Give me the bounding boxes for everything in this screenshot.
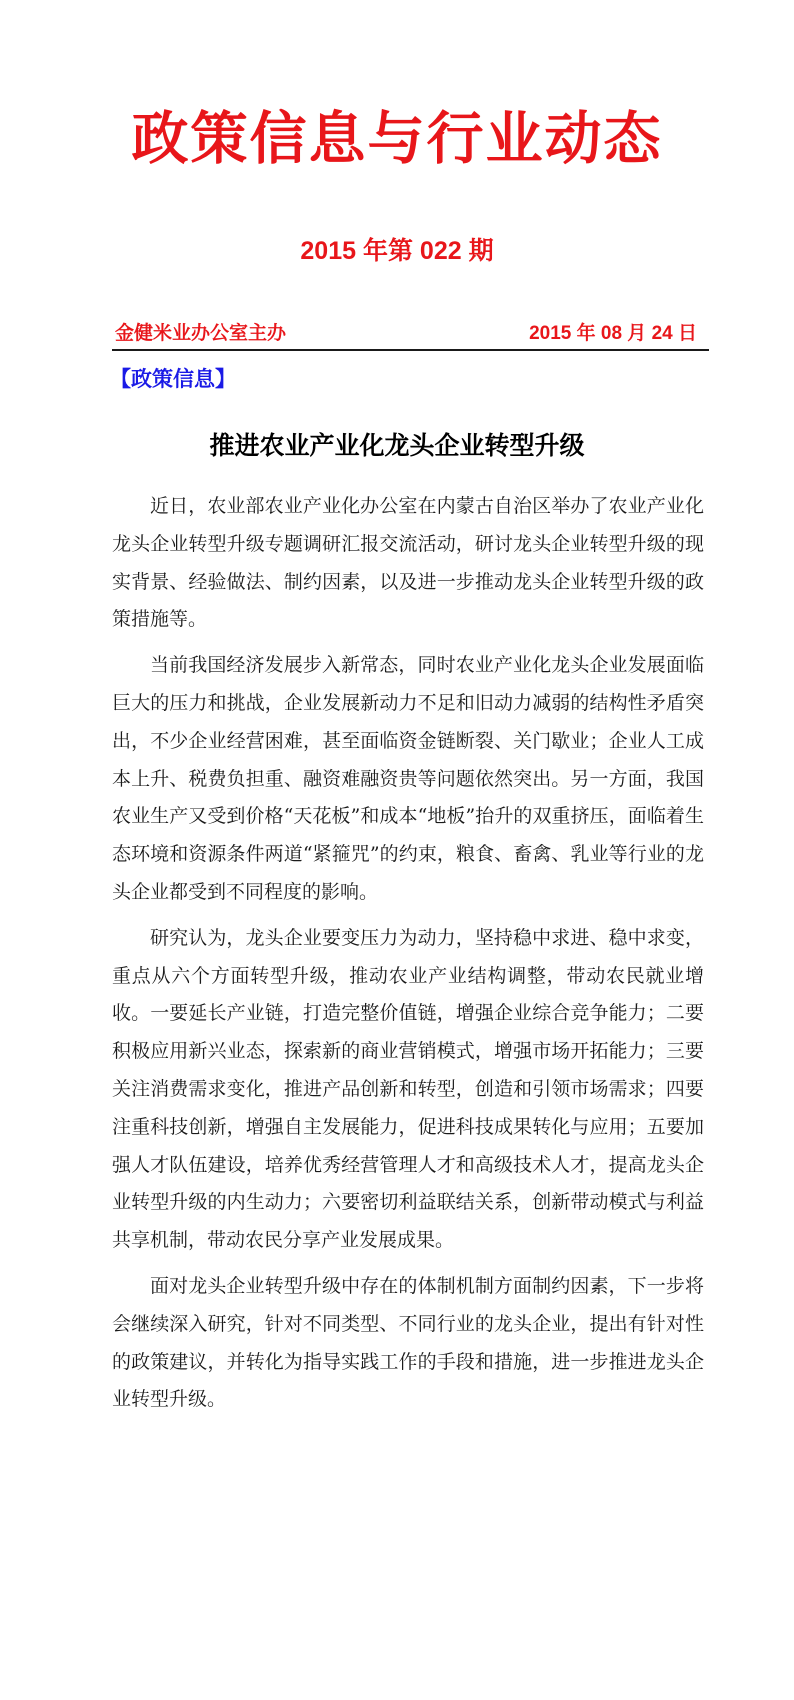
paragraph: 当前我国经济发展步入新常态，同时农业产业化龙头企业发展面临巨大的压力和挑战，企业发展新动力不足和旧动力减弱的结构性矛盾突出，不少企业经营困难，甚至面临资金链断裂、关门歇业；企业人工成本上升、税费负担重、融资难融资贵等问题依然突出。另一方面，我国农业生产又受到价格“天花板”和成本“地板”抬升的双重挤压，面临着生态环境和资源条件两道“紧箍咒”的约束，粮食、畜禽、乳业等行业的龙头企业都受到不同程度的影响。 [112,654,704,903]
meta-row [115,318,707,346]
section-tag: 【政策信息】 [110,368,236,391]
paragraph: 研究认为，龙头企业要变压力为动力，坚持稳中求进、稳中求变，重点从六个方面转型升级，推动农业产业结构调整，带动农民就业增收。一要延长产业链，打造完整价值链，增强企业综合竞争能力；二要积极应用新兴业态，探索新的商业营销模式，增强市场开拓能力；三要关注消费需求变化，推进产品创新和转型，创造和引领市场需求；四要注重科技创新，增强自主发展能力，促进科技成果转化与应用；五要加强人才队伍建设，培养优秀经营管理人才和高级技术人才，提高龙头企业转型升级的内生动力；六要密切利益联结关系，创新带动模式与利益共享机制，带动农民分享产业发展成果。 [112,926,704,1252]
article-title: 推进农业产业化龙头企业转型升级 [209,431,585,460]
masthead-title: 政策信息与行业动态 [131,106,663,172]
header-divider [112,349,709,351]
publication-date: 2015 年 08 月 24 日 [529,323,697,344]
article-body [112,488,704,1427]
organizer-label: 金健米业办公室主办 [115,323,287,344]
paragraph: 面对龙头企业转型升级中存在的体制机制方面制约因素，下一步将会继续深入研究，针对不同类型、不同行业的龙头企业，提出有针对性的政策建议，并转化为指导实践工作的手段和措施，进一步推进龙头企业转型升级。 [112,1274,704,1411]
issue-number: 2015 年第 022 期 [300,237,494,265]
paragraph: 近日，农业部农业产业化办公室在内蒙古自治区举办了农业产业化龙头企业转型升级专题调研汇报交流活动，研讨龙头企业转型升级的现实背景、经验做法、制约因素，以及进一步推动龙头企业转型升级的政策措施等。 [112,495,704,631]
